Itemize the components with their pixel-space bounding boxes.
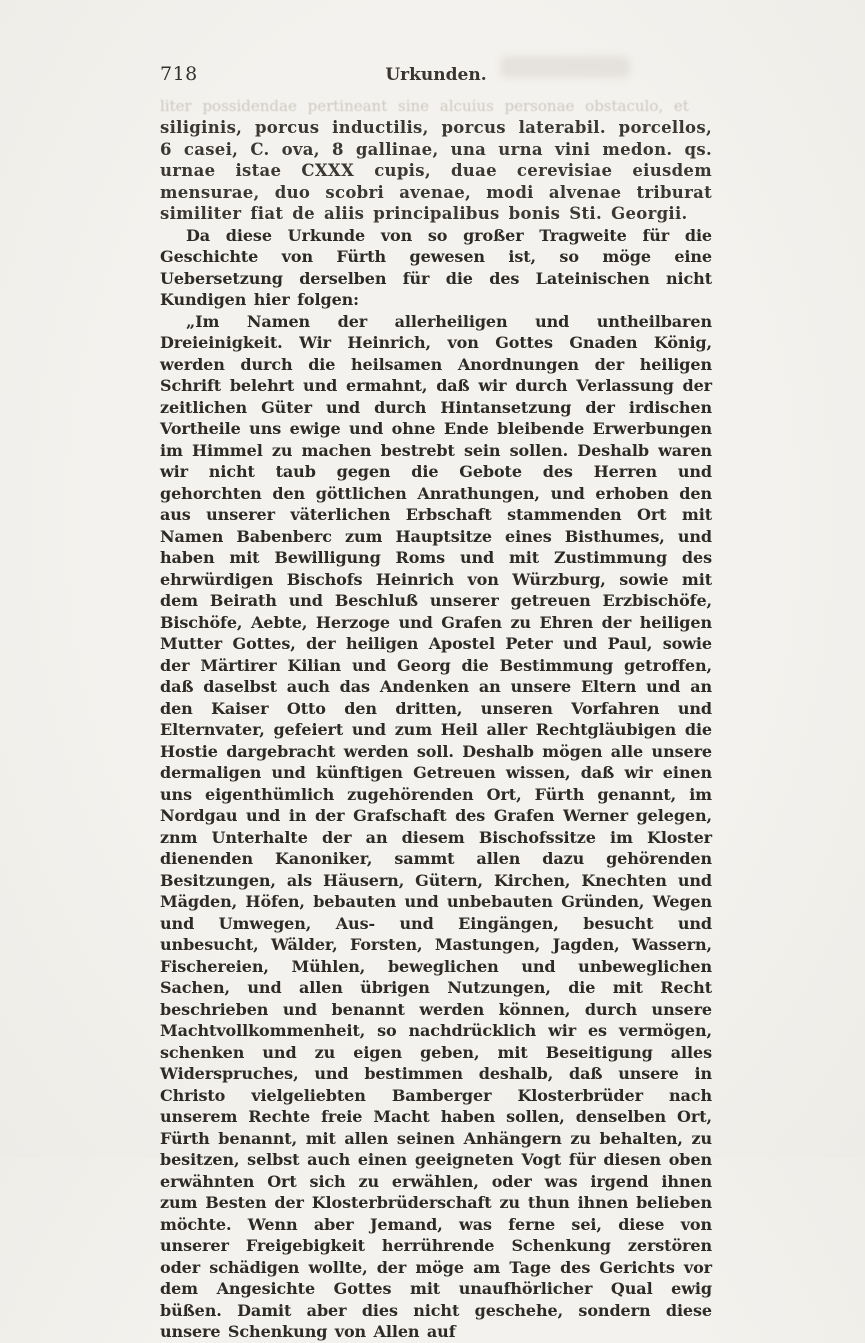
page-number: 718 (160, 63, 198, 85)
intro-paragraph: Da diese Urkunde von so großer Tragweite für die Geschichte von Fürth gewesen ist, so möge eine Uebersetzung derselben für die des Lateinischen nicht Kundigen hier folgen: (160, 225, 712, 311)
bleedthrough-text: liter possidendae pertineant sine alcuius personae obstaculo, et (160, 97, 712, 115)
page-header (160, 63, 712, 87)
translation-paragraph: „Im Namen der allerheiligen und untheilbaren Dreieinigkeit. Wir Heinrich, von Gottes Gnaden König, werden durch die heilsamen Anordnungen der heiligen Schrift belehrt und ermahnt, daß wir durch Verlassung der zeitlichen Güter und durch Hintansetzung der irdischen Vortheile uns ewige und ohne Ende bleibende Erwerbungen im Himmel zu machen bestrebt sein sollen. Deshalb waren wir nicht taub gegen die Gebote des Herren und gehorchten den göttlichen Anrathungen, und erhoben den aus unserer väterlichen Erbschaft stammenden Ort mit Namen Babenberc zum Hauptsitze eines Bisthumes, und haben mit Bewilligung Roms und mit Zustimmung des ehrwürdigen Bischofs Heinrich von Würzburg, sowie mit dem Beirath und Beschluß unserer getreuen Erzbischöfe, Bischöfe, Aebte, Herzoge und Grafen zu Ehren der heiligen Mutter Gottes, der heiligen Apostel Peter und Paul, sowie der Märtirer Kilian und Georg die Bestimmung getroffen, daß daselbst auch das Andenken an unsere Eltern und an den Kaiser Otto den dritten, unseren Vorfahren und Elternvater, gefeiert und zum Heil aller Rechtgläubigen die Hostie dargebracht werden soll. Deshalb mögen alle unsere dermaligen und künftigen Getreuen wissen, daß wir einen uns eigenthümlich zugehörenden Ort, Fürth genannt, im Nordgau und in der Grafschaft des Grafen Werner gelegen, znm Unterhalte der an diesem Bischofssitze im Kloster dienenden Kanoniker, sammt allen dazu gehörenden Besitzungen, als Häusern, Gütern, Kirchen, Knechten und Mägden, Höfen, bebauten und unbebauten Gründen, Wegen und Umwegen, Aus- und Eingängen, besucht und unbesucht, Wälder, Forsten, Mastungen, Jagden, Wassern, Fischereien, Mühlen, beweglichen und unbeweglichen Sachen, und allen übrigen Nutzungen, die mit Recht beschrieben und benannt werden können, durch unsere Machtvollkommenheit, so nachdrücklich wir es vermögen, schenken und zu eigen geben, mit Beseitigung alles Widerspruches, und bestimmen deshalb, daß unsere in Christo vielgeliebten Bamberger Klosterbrüder nach unserem Rechte freie Macht haben sollen, denselben Ort, Fürth benannt, mit allen seinen Anhängern zu behalten, zu besitzen, selbst auch einen geeigneten Vogt für diesen oben erwähnten Ort sich zu erwählen, oder was irgend ihnen zum Besten der Klosterbrüderschaft zu thun ihnen belieben möchte. Wenn aber Jemand, was ferne sei, diese von unserer Freigebigkeit herrührende Schenkung zerstören oder schädigen wollte, der möge am Tage des Gerichts vor dem Angesichte Gottes mit unaufhörlicher Qual ewig büßen. Damit aber dies nicht geschehe, sondern diese unsere Schenkung von Allen auf (160, 311, 712, 1343)
running-header-title: Urkunden. (160, 65, 712, 85)
latin-paragraph: siliginis, porcus inductilis, porcus laterabil. porcellos, 6 casei, C. ova, 8 gallinae, una urna vini medon. qs. urnae istae CXXX cupis, duae cerevisiae eiusdem mensurae, duo scobri avenae, modi alvenae triburat similiter fiat de aliis principalibus bonis Sti. Georgii. (160, 117, 712, 225)
text-column (160, 117, 712, 1343)
